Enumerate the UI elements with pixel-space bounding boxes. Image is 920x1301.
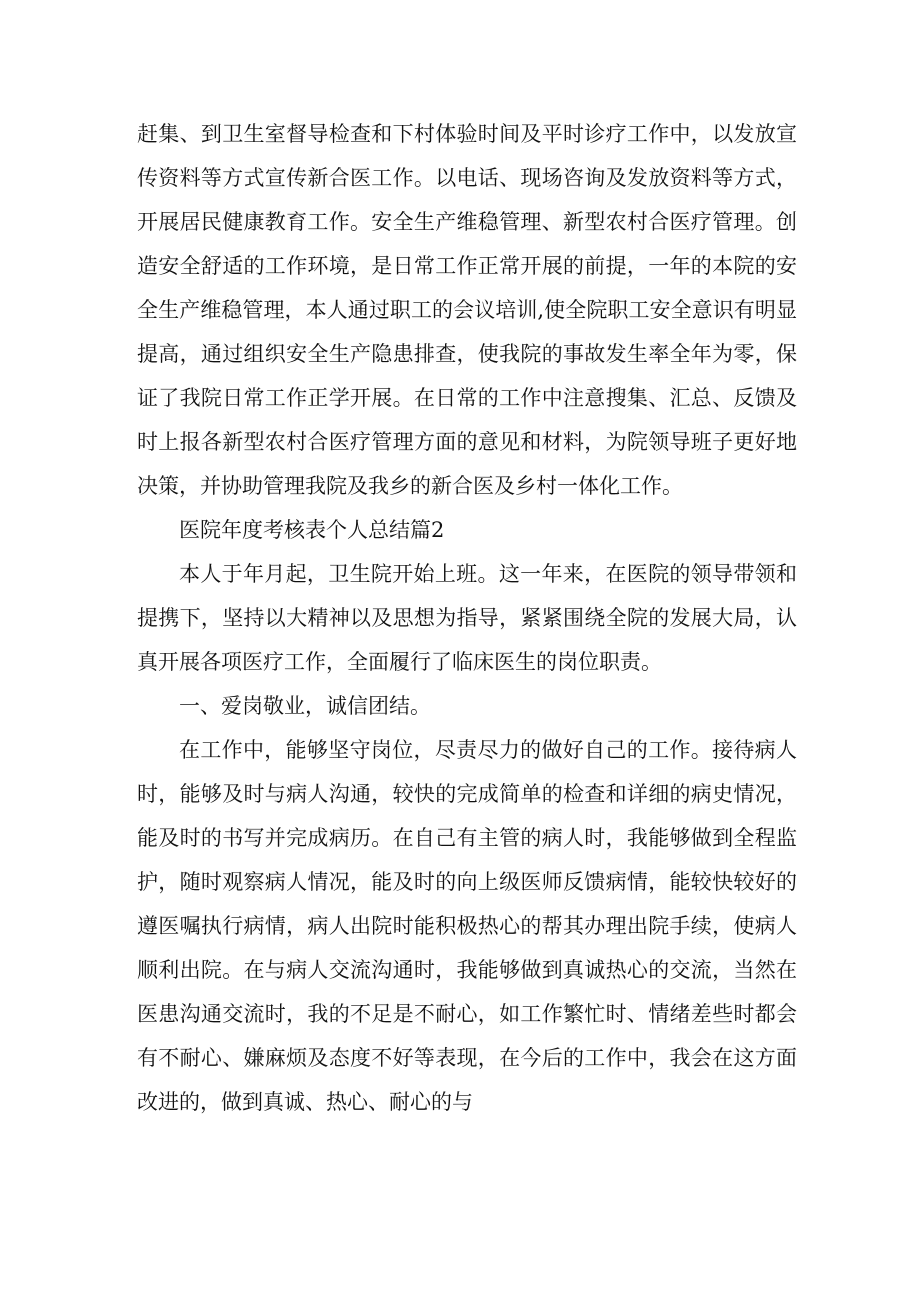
paragraph-continuation: 赶集、到卫生室督导检查和下村体验时间及平时诊疗工作中，以发放宣传资料等方式宣传新合医工作。以电话、现场咨询及发放资料等方式，开展居民健康教育工作。安全生产维稳管理、新型农村合医疗管理。创造安全舒适的工作环境，是日常工作正常开展的前提，一年的本院的安全生产维稳管理，本人通过职工的会议培训,使全院职工安全意识有明显提高，通过组织安全生产隐患排查，使我院的事故发生率全年为零，保证了我院日常工作正学开展。在日常的工作中注意搜集、汇总、反馈及时上报各新型农村合医疗管理方面的意见和材料，为院领导班子更好地决策，并协助管理我院及我乡的新合医及乡村一体化工作。 [137, 122, 797, 498]
paragraph-intro: 本人于年月起，卫生院开始上班。这一年来，在医院的领导带领和提携下，坚持以大精神以及思想为指导，紧紧围绕全院的发展大局，认真开展各项医疗工作，全面履行了临床医生的岗位职责。 [137, 562, 797, 674]
section-heading: 医院年度考核表个人总结篇2 [179, 518, 445, 542]
paragraph-body: 在工作中，能够坚守岗位，尽责尽力的做好自己的工作。接待病人时，能够及时与病人沟通，较快的完成简单的检查和详细的病史情况，能及时的书写并完成病历。在自己有主管的病人时，我能够做到全程监护，随时观察病人情况，能及时的向上级医师反馈病情，能较快较好的遵医嘱执行病情，病人出院时能积极热心的帮其办理出院手续，使病人顺利出院。在与病人交流沟通时，我能够做到真诚热心的交流，当然在医患沟通交流时，我的不足是不耐心，如工作繁忙时、情绪差些时都会有不耐心、嫌麻烦及态度不好等表现，在今后的工作中，我会在这方面改进的，做到真诚、热心、耐心的与 [137, 738, 797, 1114]
subsection-heading: 一、爱岗敬业，诚信团结。 [179, 694, 431, 718]
document-body [137, 112, 797, 1124]
